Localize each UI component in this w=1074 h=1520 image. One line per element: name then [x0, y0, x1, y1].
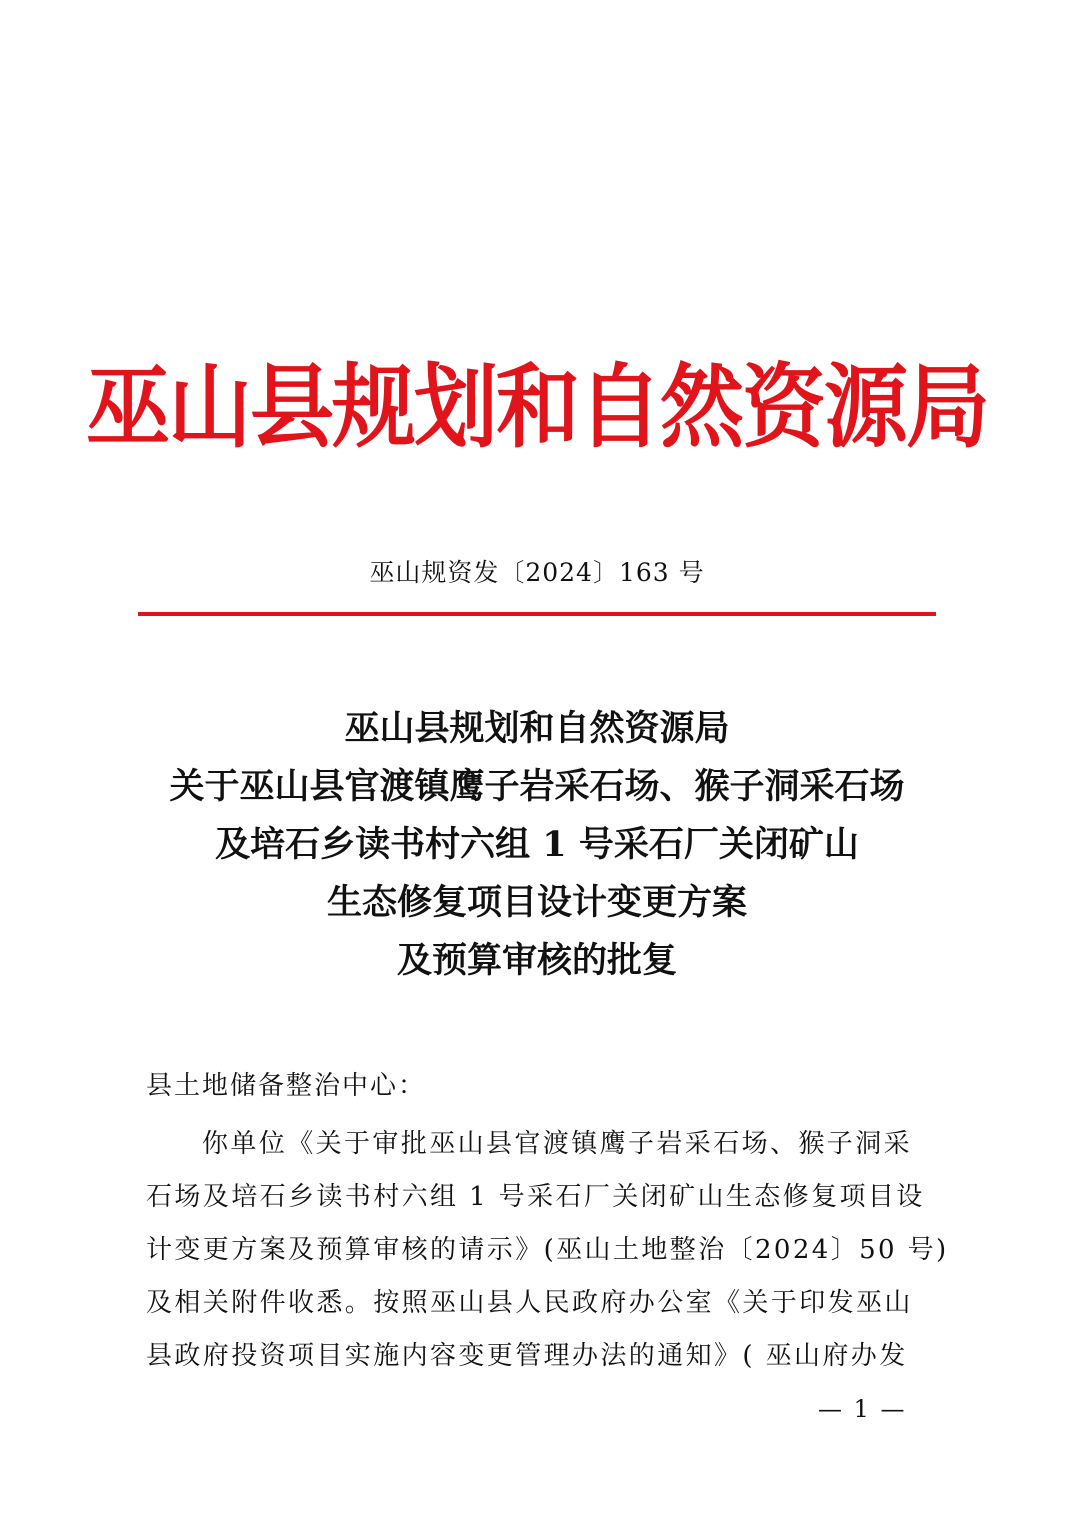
page-number: — 1 — — [818, 1395, 907, 1423]
body-line: 你单位《关于审批巫山县官渡镇鹰子岩采石场、猴子洞采 — [202, 1129, 913, 1159]
body-line: 县政府投资项目实施内容变更管理办法的通知》( 巫山府办发 — [146, 1341, 908, 1371]
body-line: 石场及培石乡读书村六组 1 号采石厂关闭矿山生态修复项目设 — [146, 1182, 925, 1212]
body-line: 及相关附件收悉。按照巫山县人民政府办公室《关于印发巫山 — [146, 1288, 913, 1318]
issuing-organization-header: 巫山县规划和自然资源局 — [85, 354, 988, 460]
body-paragraph — [146, 1118, 949, 1383]
title-line: 关于巫山县官渡镇鹰子岩采石场、猴子洞采石场 — [169, 766, 905, 807]
title-line: 巫山县规划和自然资源局 — [344, 708, 730, 749]
document-number: 巫山规资发〔2024〕163 号 — [369, 558, 705, 587]
red-divider-line — [138, 612, 936, 616]
document-title — [0, 700, 1074, 990]
title-line: 生态修复项目设计变更方案 — [326, 882, 747, 923]
body-line: 计变更方案及预算审核的请示》(巫山土地整治〔2024〕50 号) — [146, 1235, 949, 1265]
title-line: 及预算审核的批复 — [396, 940, 677, 981]
addressee: 县土地储备整治中心： — [146, 1071, 427, 1101]
title-line: 及培石乡读书村六组 1 号采石厂关闭矿山 — [215, 824, 859, 865]
